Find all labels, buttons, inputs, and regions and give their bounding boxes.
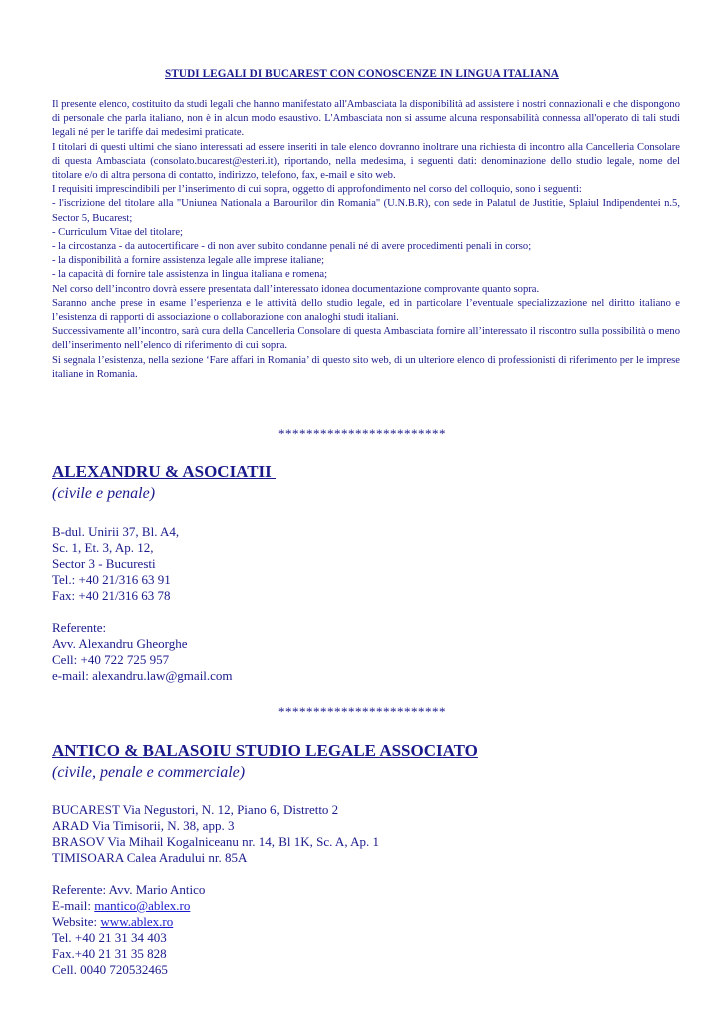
- address-line: ARAD Via Timisorii, N. 38, app. 3: [52, 818, 235, 833]
- address-line: TIMISOARA Calea Aradului nr. 85A: [52, 850, 248, 865]
- requirement-item: - l'iscrizione del titolare alla "Uniunea Nationala a Barourilor din Romania" (U.N.B.R), con sede in Palatul de Justitie, Splaiul Indipendentei n.5, Sector 5, Bucarest;: [52, 198, 680, 224]
- email-link[interactable]: mantico@ablex.ro: [94, 898, 191, 913]
- website-link[interactable]: www.ablex.ro: [100, 914, 174, 929]
- address-line: BUCAREST Via Negustori, N. 12, Piano 6, Distretto 2: [52, 802, 339, 817]
- firm-address: [52, 524, 179, 604]
- firm-address: [52, 802, 379, 866]
- intro-paragraph: Il presente elenco, costituito da studi legali che hanno manifestato all'Ambasciata la disponibilità ad assistere i nostri connazionali e che dispongono di personale che parla italiano, non è in alcun modo esaustivo. L'Ambasciata non si assume alcuna responsabilità connessa all'operato di tali studi legali né per le tariffe dai medesimi praticate.: [52, 99, 680, 139]
- firm-name: ANTICO & BALASOIU STUDIO LEGALE ASSOCIATO: [52, 741, 478, 760]
- firm-name: ALEXANDRU & ASOCIATII: [52, 462, 277, 481]
- website-label: Website:: [52, 914, 101, 929]
- firm-contact: [52, 882, 205, 978]
- intro-paragraph: Successivamente all’incontro, sarà cura della Cancelleria Consolare di questa Ambasciata fornire all’interessato il riscontro sulla possibilità o meno dell’inserimento nell’elenco di riferimento di cui sopra.: [52, 326, 680, 352]
- intro-paragraph: I requisiti imprescindibili per l’inserimento di cui sopra, oggetto di approfondimento nel corso del colloquio, sono i seguenti:: [52, 184, 582, 196]
- document-title: STUDI LEGALI DI BUCAREST CON CONOSCENZE IN LINGUA ITALIANA: [165, 68, 559, 80]
- fax-line: Fax: +40 21/316 63 78: [52, 588, 171, 603]
- requirement-item: - la capacità di fornire tale assistenza in lingua italiana e romena;: [52, 269, 328, 281]
- referent-line: Referente: Avv. Mario Antico: [52, 882, 206, 897]
- website-line: [52, 914, 205, 930]
- intro-paragraph: Nel corso dell’incontro dovrà essere presentata dall’interessato idonea documentazione comprovante quanto sopra.: [52, 283, 540, 295]
- email-label: E-mail:: [52, 898, 95, 913]
- intro-text: [52, 98, 680, 382]
- firm-contact: [52, 620, 233, 684]
- referent-name: Avv. Alexandru Gheorghe: [52, 636, 188, 651]
- referent-label: Referente:: [52, 620, 107, 635]
- intro-paragraph: I titolari di questi ultimi che siano interessati ad essere inseriti in tale elenco dovranno inoltrare una richiesta di incontro alla Cancelleria Consolare di questa Ambasciata (consolato.bucarest@esteri.it), riportando, nella medesima, i seguenti dati: denominazione dello studio legale, nome del titolare e/o di altra persona di contatto, indirizzo, telefono, fax, e-mail e sito web.: [52, 141, 680, 182]
- cell-line: Cell. 0040 720532465: [52, 962, 168, 977]
- cell-line: Cell: +40 722 725 957: [52, 652, 170, 667]
- address-line: Sector 3 - Bucuresti: [52, 556, 156, 571]
- requirement-item: - la disponibilità a fornire assistenza legale alle imprese italiane;: [52, 255, 325, 267]
- email-line: e-mail: alexandru.law@gmail.com: [52, 668, 233, 683]
- firm-specialization: (civile e penale): [52, 485, 156, 502]
- requirement-item: - la circostanza - da autocertificare - di non aver subito condanne penali né di avere procedimenti penali in corso;: [52, 241, 532, 253]
- firm-specialization: (civile, penale e commerciale): [52, 764, 246, 781]
- fax-line: Fax.+40 21 31 35 828: [52, 946, 167, 961]
- address-line: Sc. 1, Et. 3, Ap. 12,: [52, 540, 154, 555]
- address-line: B-dul. Unirii 37, Bl. A4,: [52, 524, 180, 539]
- intro-paragraph: Si segnala l’esistenza, nella sezione ‘Fare affari in Romania’ di questo sito web, di un ulteriore elenco di professionisti di riferimento per le imprese italiane in Romania.: [52, 354, 680, 380]
- requirement-item: - Curriculum Vitae del titolare;: [52, 226, 183, 238]
- separator-stars: ************************: [278, 704, 446, 719]
- phone-line: Tel. +40 21 31 34 403: [52, 930, 167, 945]
- intro-paragraph: Saranno anche prese in esame l’esperienza e le attività dello studio legale, ed in particolare l’eventuale specializzazione nel diritto italiano e l’esistenza di rapporti di associazione o collaborazione con analoghi studi italiani.: [52, 297, 680, 324]
- phone-line: Tel.: +40 21/316 63 91: [52, 572, 171, 587]
- separator-stars: ************************: [278, 426, 446, 441]
- email-line: [52, 898, 205, 914]
- address-line: BRASOV Via Mihail Kogalniceanu nr. 14, Bl 1K, Sc. A, Ap. 1: [52, 834, 379, 849]
